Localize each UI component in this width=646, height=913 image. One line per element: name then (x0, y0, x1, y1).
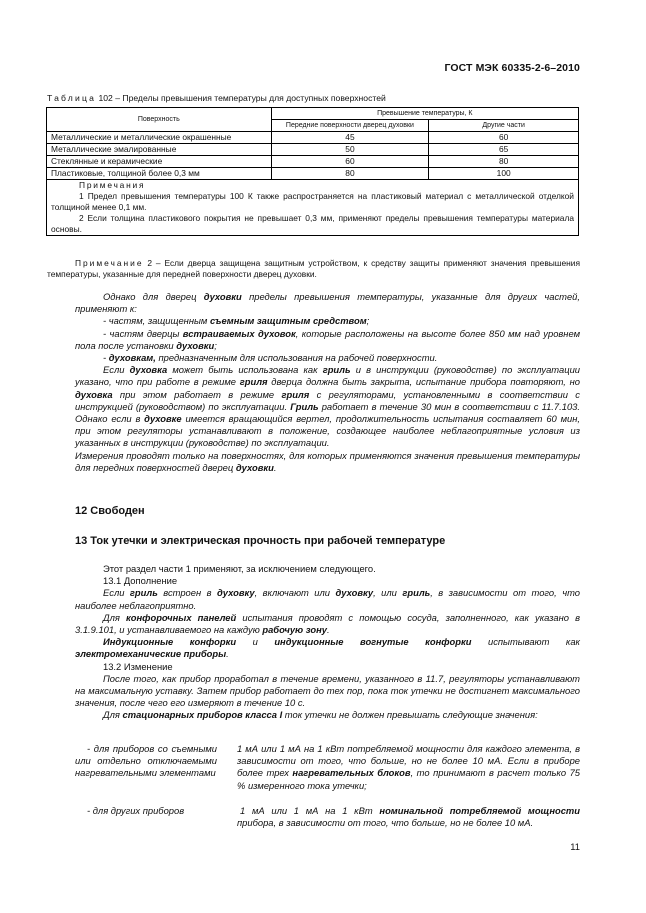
column-header-front: Передние поверхности дверец духовки (271, 120, 429, 132)
cell-other: 65 (429, 144, 579, 156)
cell-front: 60 (271, 156, 429, 168)
paragraph: Измерения проводят только на поверхностях, для которых применяются значения превышения температуры для передних поверхностей дверец духовки. (75, 449, 580, 473)
table-row (47, 156, 579, 168)
notes-title: Примечания (79, 180, 146, 190)
list-item: - частям, защищенным съемным защитным средством; (103, 315, 370, 327)
list-left-1: - для приборов со съемными или отдельно отключаемыми нагревательными элементами (75, 743, 217, 779)
paragraph: Однако для дверец духовки пределы превышения температуры, указанные для других частей, применяют к: (75, 291, 581, 315)
temperature-limits-table (46, 107, 579, 236)
paragraph: Для конфорочных панелей испытания проводят с помощью сосуда, заполненного, как указано в 3.1.9.101, и устанавливаемого на каждую рабочую зону. (75, 611, 580, 636)
subsection-title: 13.2 Изменение (103, 660, 173, 672)
cell-other: 100 (429, 168, 579, 180)
note-1: 1 Предел превышения температуры 100 К также распространяется на пластиковый материал с металлической отделкой толщиной менее 0,1 мм. (51, 191, 574, 212)
note-2: 2 Если толщина пластикового покрытия не превышает 0,3 мм, применяют пределы превышения температуры материала основы. (51, 213, 574, 234)
document-header: ГОСТ МЭК 60335-2-6–2010 (444, 62, 580, 74)
section-heading-13: 13 Ток утечки и электрическая прочность при рабочей температуре (75, 535, 446, 547)
section-13-body (75, 563, 580, 722)
column-header-surface: Поверхность (47, 108, 272, 132)
body-text-block (75, 291, 580, 474)
table-row (47, 168, 579, 180)
paragraph: Для стационарных приборов класса I ток утечки не должен превышать следующие значения: (103, 709, 538, 721)
cell-front: 80 (271, 168, 429, 180)
cell-front: 45 (271, 132, 429, 144)
list-right-1: 1 мА или 1 мА на 1 кВт потребляемой мощности для каждого элемента, в зависимости от того, что больше, но не более 10 мА. Если в приборе более трех нагревательных блоков, то принимают в расчет только 75 % измеренного тока утечки; (237, 743, 580, 791)
table-row (47, 144, 579, 156)
cell-other: 60 (429, 132, 579, 144)
cell-front: 50 (271, 144, 429, 156)
cell-surface: Пластиковые, толщиной более 0,3 мм (47, 168, 272, 180)
table-notes (47, 180, 579, 236)
paragraph: Если духовка может быть использована как гриль и в инструкции (руководстве) по эксплуатации указано, что при работе в режиме гриля дверца должна быть закрыта, испытание прибора повторяют, но духовка при этом работает в режиме гриля с регуляторами, установленными в соответствии с инструкцией (руководством) по эксплуатации. Гриль работает в течение 30 мин в соответствии с 11.7.103. Однако если в духовке имеется вращающийся вертел, продолжительность испытания составляет 60 мин, при этом регуляторы устанавливают в положение, создающее наиболее неблагоприятные условия из указанных в инструкции (руководстве) по эксплуатации. (75, 364, 580, 449)
cell-surface: Металлические и металлические окрашенные (47, 132, 272, 144)
table-caption: Таблица 102 – Пределы превышения температуры для доступных поверхностей (47, 93, 386, 103)
paragraph: Индукционные конфорки и индукционные вогнутые конфорки испытывают как электромеханические приборы. (75, 636, 580, 660)
page-number: 11 (570, 841, 580, 852)
list-item: - частям дверцы встраиваемых духовок, которые расположены на высоте более 850 мм над уровнем пола после установки духовки; (75, 327, 580, 351)
section-heading-12: 12 Свободен (75, 505, 145, 517)
paragraph: Если гриль встроен в духовку, включают или духовку, или гриль, в зависимости от того, что наиболее неблагоприятно. (75, 587, 580, 611)
note-paragraph: Примечание 2 – Если дверца защищена защитным устройством, к средству защиты применяют значения превышения температуры, указанные для передней поверхности дверец духовки. (47, 258, 580, 280)
column-header-excess: Превышение температуры, К (271, 108, 578, 120)
table-row (47, 132, 579, 144)
cell-other: 80 (429, 156, 579, 168)
paragraph: После того, как прибор проработал в течение времени, указанного в 11.7, регуляторы устанавливают на максимальную уставку. Затем прибор работает до тех пор, пока ток утечки не достигнет максимального значения, после чего его измеряют в течение 10 с. (75, 672, 580, 709)
cell-surface: Металлические эмалированные (47, 144, 272, 156)
subsection-title: 13.1 Дополнение (103, 575, 178, 587)
column-header-other: Другие части (429, 120, 579, 132)
list-left-2: - для других приборов (87, 805, 185, 816)
list-item: - духовкам, предназначенным для использования на рабочей поверхности. (103, 352, 438, 364)
list-right-2: 1 мА или 1 мА на 1 кВт номинальной потребляемой мощности прибора, в зависимости от того, что больше, но не более 10 мА. (237, 805, 580, 829)
paragraph: Этот раздел части 1 применяют, за исключением следующего. (103, 563, 376, 574)
cell-surface: Стеклянные и керамические (47, 156, 272, 168)
